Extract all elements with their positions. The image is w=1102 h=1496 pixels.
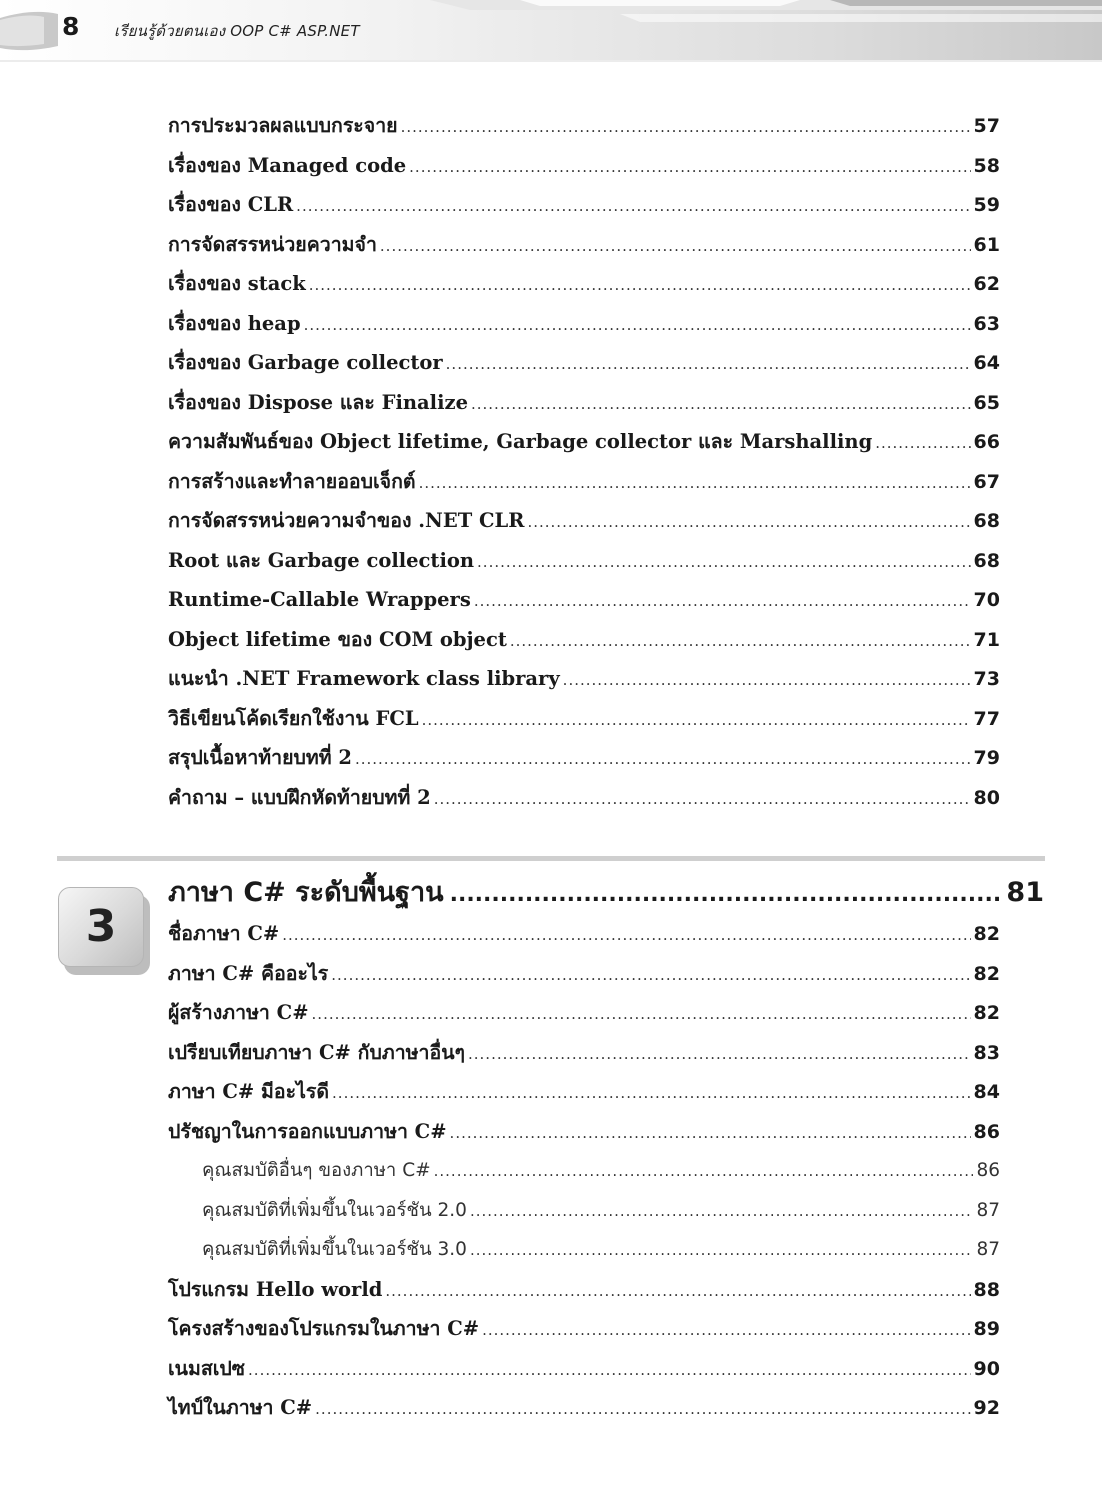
toc-entry[interactable] [168, 185, 1000, 225]
toc-entry-page: 67 [973, 470, 1000, 493]
toc-entry-page: 63 [973, 312, 1000, 335]
toc-subentry-title: คุณสมบัติอื่นๆ ของภาษา C# [202, 1160, 431, 1181]
toc-entry-page: 82 [973, 962, 1000, 985]
dot-leader [470, 1231, 974, 1271]
toc-entry[interactable] [168, 620, 1000, 660]
toc-entry[interactable] [168, 659, 1000, 699]
toc-entry-page: 82 [973, 1002, 1000, 1024]
toc-entry-page: 66 [973, 431, 1000, 453]
toc-entry[interactable] [168, 146, 1000, 186]
toc-entry[interactable] [168, 699, 1000, 739]
dot-leader [450, 872, 1001, 918]
dot-leader [446, 345, 971, 385]
dot-leader [563, 661, 971, 701]
toc-entry-page: 86 [973, 1120, 1000, 1143]
toc-entry-page: 88 [973, 1278, 1000, 1301]
dot-leader [477, 543, 971, 583]
toc-entry[interactable] [168, 304, 1000, 344]
toc-entry-page: 68 [973, 549, 1000, 572]
toc-entry-page: 84 [973, 1081, 1000, 1103]
toc-entry-title: การจัดสรรหน่วยความจำของ .NET CLR [168, 509, 525, 532]
toc-entry-title: โครงสร้างของโปรแกรมในภาษา C# [168, 1317, 480, 1340]
dot-leader [282, 916, 970, 956]
toc-subentry[interactable] [168, 1191, 1000, 1231]
toc-entry-page: 89 [973, 1318, 1000, 1340]
toc-entry-page: 80 [973, 786, 1000, 809]
toc-entry[interactable] [168, 1270, 1000, 1310]
toc-subentry-title: คุณสมบัติที่เพิ่มขึ้นในเวอร์ชัน 3.0 [202, 1239, 467, 1260]
running-title: เรียนรู้ด้วยตนเอง OOP C# ASP.NET [114, 22, 360, 40]
toc-entry-title: ไทป์ในภาษา C# [168, 1396, 313, 1419]
toc-entry-page: 79 [973, 747, 1000, 769]
toc-entry-page: 57 [973, 115, 1000, 137]
toc-entry-page: 83 [973, 1041, 1000, 1064]
toc-entry-page: 90 [973, 1357, 1000, 1380]
toc-entry[interactable] [168, 1112, 1000, 1152]
chapter-page: 81 [1006, 877, 1044, 908]
dot-leader [332, 1074, 971, 1114]
toc-entry[interactable] [168, 1349, 1000, 1389]
page-header [0, 0, 1102, 62]
toc-entry-page: 58 [973, 154, 1000, 177]
dot-leader [468, 1035, 971, 1075]
toc-entry-title: เนมสเปซ [168, 1356, 246, 1380]
toc-entry[interactable] [168, 343, 1000, 383]
toc-entry[interactable] [168, 778, 1000, 818]
toc-entry-title: โปรแกรม Hello world [168, 1277, 383, 1301]
toc-subentry-page: 86 [976, 1160, 1000, 1181]
toc-entry[interactable] [168, 954, 1000, 994]
toc-entry-title: Runtime-Callable Wrappers [168, 588, 471, 611]
dot-leader [315, 1390, 970, 1430]
dot-leader [510, 622, 971, 662]
toc-entry[interactable] [168, 1388, 1000, 1428]
toc-subentry[interactable] [168, 1151, 1000, 1191]
dot-leader [474, 582, 971, 622]
chapter-number-badge [58, 887, 152, 975]
toc-entry[interactable] [168, 422, 1000, 462]
dot-leader [470, 1192, 974, 1232]
dot-leader [434, 1152, 974, 1192]
toc-entry[interactable] [168, 462, 1000, 502]
toc-entry-page: 62 [973, 273, 1000, 295]
toc-entry-title: Object lifetime ของ COM object [168, 627, 507, 651]
toc-entry-page: 59 [973, 194, 1000, 216]
toc-entry-title: ปรัชญาในการออกแบบภาษา C# [168, 1119, 447, 1143]
toc-entry-page: 64 [973, 352, 1000, 374]
toc-entry-title: การสร้างและทำลายออบเจ็กต์ [168, 469, 416, 493]
toc-subentry-page: 87 [976, 1239, 1000, 1260]
dot-leader [450, 1114, 971, 1154]
dot-leader [309, 266, 971, 306]
chapter-title: ภาษา C# ระดับพื้นฐาน [168, 877, 444, 908]
toc-entry-page: 82 [973, 923, 1000, 945]
dot-leader [482, 1311, 970, 1351]
dot-leader [419, 464, 971, 504]
toc-entry[interactable] [168, 501, 1000, 541]
chapter-divider [57, 856, 1045, 861]
dot-leader [248, 1351, 971, 1391]
toc-entry-page: 61 [973, 233, 1000, 256]
toc-entry[interactable] [168, 106, 1000, 146]
page-number: 8 [62, 12, 80, 41]
toc-entry[interactable] [168, 225, 1000, 265]
toc-subentry[interactable] [168, 1230, 1000, 1270]
toc-entry-title: เรื่องของ Dispose และ Finalize [168, 390, 468, 414]
toc-entry[interactable] [168, 738, 1000, 778]
toc-entry[interactable] [168, 1033, 1000, 1073]
dot-leader [409, 148, 970, 188]
toc-entry[interactable] [168, 541, 1000, 581]
toc-entry[interactable] [168, 383, 1000, 423]
toc-entry-page: 92 [973, 1397, 1000, 1419]
toc-entry-title: ความสัมพันธ์ของ Object lifetime, Garbage collector และ Marshalling [168, 430, 873, 453]
toc-entry-title: เรื่องของ Garbage collector [168, 351, 443, 374]
toc-entry-title: ภาษา C# คืออะไร [168, 961, 329, 985]
toc-entry[interactable] [168, 264, 1000, 304]
dot-leader [401, 108, 971, 148]
chapter-number: 3 [85, 901, 117, 952]
dot-leader [385, 1272, 970, 1312]
toc-entry-page: 68 [973, 510, 1000, 532]
dot-leader [875, 424, 970, 464]
toc-entry-title: การประมวลผลแบบกระจาย [168, 114, 398, 137]
dot-leader [422, 701, 971, 741]
toc-chapter-2-list [168, 106, 1000, 817]
toc-entry-title: ผู้สร้างภาษา C# [168, 1001, 309, 1024]
toc-entry-title: เรื่องของ heap [168, 311, 301, 335]
dot-leader [527, 503, 970, 543]
toc-entry-title: แนะนำ .NET Framework class library [168, 667, 560, 690]
toc-entry-page: 65 [973, 391, 1000, 414]
toc-entry-title: เรื่องของ CLR [168, 193, 294, 216]
dot-leader [312, 995, 971, 1035]
toc-entry-title: เรื่องของ stack [168, 272, 306, 295]
toc-subentry-title: คุณสมบัติที่เพิ่มขึ้นในเวอร์ชัน 2.0 [202, 1199, 467, 1221]
toc-entry-title: เรื่องของ Managed code [168, 153, 407, 177]
dot-leader [331, 956, 970, 996]
dot-leader [471, 385, 971, 425]
toc-entry-title: เปรียบเทียบภาษา C# กับภาษาอื่นๆ [168, 1040, 465, 1064]
toc-entry-page: 73 [973, 668, 1000, 690]
dot-leader [434, 780, 971, 820]
toc-entry-page: 70 [973, 589, 1000, 611]
toc-entry[interactable] [168, 1072, 1000, 1112]
toc-entry-page: 71 [973, 628, 1000, 651]
toc-entry-title: สรุปเนื้อหาท้ายบทที่ 2 [168, 746, 352, 769]
toc-entry-title: ชื่อภาษา C# [168, 922, 280, 945]
dot-leader [304, 306, 971, 346]
chapter-3-heading[interactable] [168, 870, 1044, 916]
toc-entry-title: วิธีเขียนโค้ดเรียกใช้งาน FCL [168, 706, 419, 730]
toc-entry[interactable] [168, 580, 1000, 620]
toc-entry-title: Root และ Garbage collection [168, 548, 475, 572]
dot-leader [296, 187, 970, 227]
toc-entry[interactable] [168, 1309, 1000, 1349]
toc-chapter-3-list [168, 914, 1000, 1428]
toc-subentry-page: 87 [976, 1199, 1000, 1221]
dot-leader [355, 740, 971, 780]
toc-entry-title: ภาษา C# มีอะไรดี [168, 1080, 330, 1103]
toc-entry[interactable] [168, 993, 1000, 1033]
toc-entry[interactable] [168, 914, 1000, 954]
toc-entry-page: 77 [973, 707, 1000, 730]
dot-leader [380, 227, 971, 267]
toc-entry-title: การจัดสรรหน่วยความจำ [168, 232, 377, 256]
toc-entry-title: คำถาม – แบบฝึกหัดท้ายบทที่ 2 [168, 785, 431, 809]
